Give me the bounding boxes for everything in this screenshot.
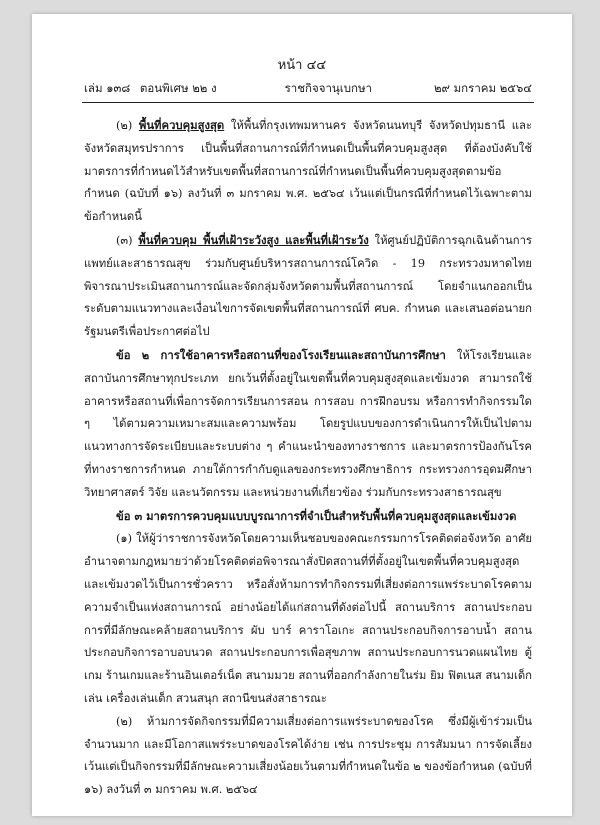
header-divider [82, 102, 534, 103]
paragraph [84, 528, 532, 710]
paragraph [84, 711, 532, 802]
page-number: หน้า ๔๔ [277, 58, 327, 73]
volume-number: เล่ม ๑๓๘ [84, 81, 131, 95]
volume-issue [84, 80, 223, 98]
paragraph-text: ให้โรงเรียนและสถาบันการศึกษาทุกประเภท ยกเว้นที่ตั้งอยู่ในเขตพื้นที่ควบคุมสูงสุดและเข้มงวด สามารถใช้อาคารหรือสถานที่เพื่อการจัดการเรียนการสอน การสอบ การฝึกอบรม หรือการทำกิจกรรมใด ๆ ได้ตามความเหมาะสมและความพร้อม โดยรูปแบบของการดำเนินการให้เป็นไปตามแนวทางการจัดระเบียบและระบบต่าง ๆ คำแนะนำของทางราชการ และมาตรการป้องกันโรคที่ทางราชการกำหนด ภายใต้การกำกับดูแลของกระทรวงศึกษาธิการ กระทรวงการอุดมศึกษา วิทยาศาสตร์ วิจัย และนวัตกรรม และหน่วยงานที่เกี่ยวข้อง ร่วมกับกระทรวงสาธารณสุข [84, 348, 533, 499]
paragraph [84, 229, 532, 344]
paragraph-text: ให้พื้นที่กรุงเทพมหานคร จังหวัดนนทบุรี จังหวัดปทุมธานี และจังหวัดสมุทรปราการ เป็นพื้นที่สถานการณ์ที่กำหนดเป็นพื้นที่ควบคุมสูงสุด ที่ต้องบังคับใช้มาตรการที่กำหนดไว้สำหรับเขตพื้นที่สถานการณ์ที่กำหนดเป็นพื้นที่ควบคุมสูงสุดตามข้อกำหนด (ฉบับที่ ๑๖) ลงวันที่ ๓ มกราคม พ.ศ. ๒๕๖๔ เว้นแต่เป็นกรณีที่กำหนดไว้เฉพาะตามข้อกำหนดนี้ [84, 119, 533, 224]
paragraph-heading: พื้นที่ควบคุมสูงสุด [138, 118, 225, 132]
paragraph-heading: ข้อ ๓ มาตรการควบคุมแบบบูรณาการที่จำเป็นสำหรับพื้นที่ควบคุมสูงสุดและเข้มงวด [116, 508, 517, 523]
issue-number: ตอนพิเศษ ๒๒ ง [139, 81, 217, 95]
paragraph [84, 505, 532, 529]
gazette-page [32, 14, 572, 816]
paragraph [84, 114, 532, 229]
paragraph-heading: พื้นที่ควบคุม พื้นที่เฝ้าระวังสูง และพื้นที่เฝ้าระวัง [138, 232, 369, 247]
gazette-header [84, 80, 532, 98]
paragraph [84, 344, 532, 505]
paragraph-text: (๒) [116, 119, 139, 132]
document-body [84, 114, 532, 802]
paragraph-heading: ข้อ ๒ การใช้อาคารหรือสถานที่ของโรงเรียนและสถาบันการศึกษา [116, 347, 446, 362]
paragraph-text: (๒) ห้ามการจัดกิจกรรมที่มีความเสี่ยงต่อการแพร่ระบาดของโรค ซึ่งมีผู้เข้าร่วมเป็นจำนวนมาก และมีโอกาสแพร่ระบาดของโรคได้ง่าย เช่น การประชุม การสัมมนา การจัดเลี้ยง เว้นแต่เป็นกิจกรรมที่มีลักษณะความเสี่ยงน้อยเว้นตามที่กำหนดในข้อ ๒ ของข้อกำหนด (ฉบับที่ ๑๖) ลงวันที่ ๓ มกราคม พ.ศ. ๒๕๖๔ [84, 714, 532, 797]
paragraph-text: (๓) [116, 233, 139, 247]
publication-date: ๒๙ มกราคม ๒๕๖๔ [433, 81, 532, 95]
paragraph-text: (๑) ให้ผู้ว่าราชการจังหวัดโดยความเห็นชอบของคณะกรรมการโรคติดต่อจังหวัด อาศัยอำนาจตามกฎหมายว่าด้วยโรคติดต่อพิจารณาสั่งปิดสถานที่ที่ตั้งอยู่ในเขตพื้นที่ควบคุมสูงสุดและเข้มงวดไว้เป็นการชั่วคราว หรือสั่งห้ามการทำกิจกรรมที่เสี่ยงต่อการแพร่ระบาดโรคตามความจำเป็นแห่งสถานการณ์ อย่างน้อยได้แก่สถานที่ดังต่อไปนี้ สถานบริการ สถานประกอบการที่มีลักษณะคล้ายสถานบริการ ผับ บาร์ คาราโอเกะ สถานประกอบกิจการอาบน้ำ สถานประกอบกิจการอาบอบนวด สถานประกอบการเพื่อสุขภาพ สถานประกอบการนวดแผนไทย ตู้เกม ร้านเกมและร้านอินเตอร์เน็ต สนามมวย สถานที่ออกกำลังกายในร่ม ยิม ฟิตเนส สนามเด็กเล่น เครื่องเล่นเด็ก สวนสนุก สถานีขนส่งสาธารณะ [84, 532, 532, 705]
gazette-name: ราชกิจจานุเบกษา [284, 81, 372, 95]
paragraph-text: ให้ศูนย์ปฏิบัติการฉุกเฉินด้านการแพทย์และสาธารณสุข ร่วมกับศูนย์บริหารสถานการณ์โควิด - 19 กระทรวงมหาดไทย พิจารณาประเมินสถานการณ์และจัดกลุ่มจังหวัดตามพื้นที่สถานการณ์ โดยจำแนกออกเป็นระดับตามแนวทางและเงื่อนไขการจัดเขตพื้นที่สถานการณ์ที่ ศบค. กำหนด และเสนอต่อนายกรัฐมนตรีเพื่อประกาศต่อไป [84, 233, 533, 339]
